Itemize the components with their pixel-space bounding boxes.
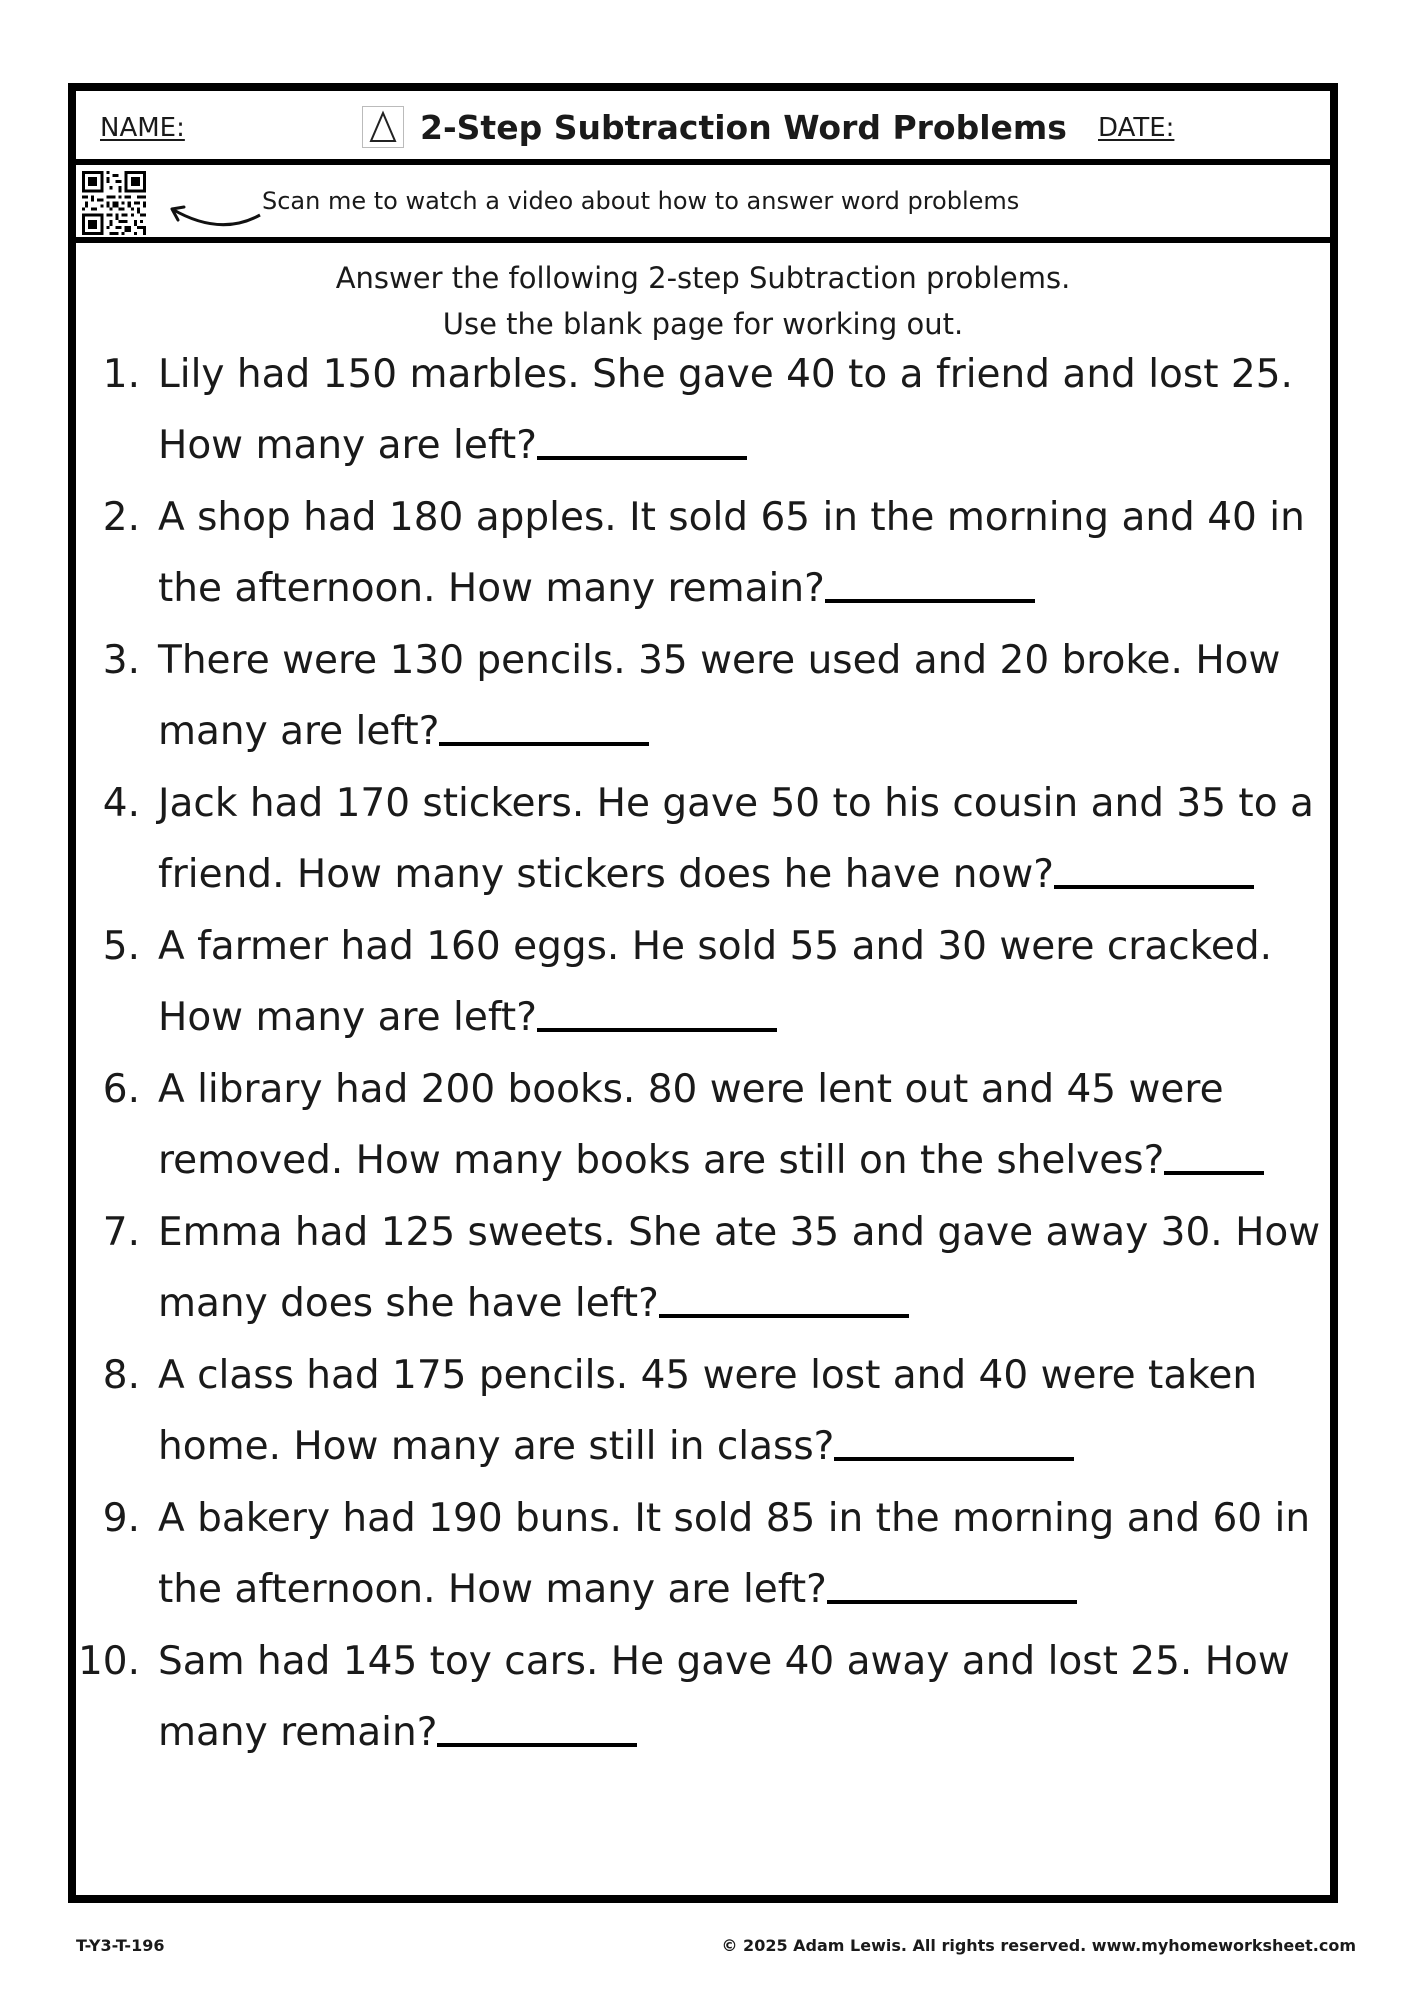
problem-number: 2. bbox=[102, 495, 140, 540]
answer-blank[interactable] bbox=[439, 742, 649, 746]
title-group bbox=[362, 99, 1067, 155]
problem-6 bbox=[76, 1054, 1330, 1197]
problem-text: Sam had 145 toy cars. He gave 40 away and lost 25. How many remain? bbox=[158, 1639, 1290, 1755]
problem-number: 7. bbox=[102, 1210, 140, 1255]
problem-2 bbox=[76, 482, 1330, 625]
problem-5 bbox=[76, 911, 1330, 1054]
problem-text: Emma had 125 sweets. She ate 35 and gave away 30. How many does she have left? bbox=[158, 1210, 1321, 1326]
answer-blank[interactable] bbox=[437, 1743, 637, 1747]
problem-number: 5. bbox=[102, 924, 140, 969]
problem-list bbox=[76, 339, 1330, 1769]
problem-text: There were 130 pencils. 35 were used and 20 broke. How many are left? bbox=[158, 638, 1281, 754]
answer-blank[interactable] bbox=[1054, 885, 1254, 889]
problem-7 bbox=[76, 1197, 1330, 1340]
problem-1 bbox=[76, 339, 1330, 482]
instructions-line-1: Answer the following 2-step Subtraction problems. bbox=[335, 261, 1071, 295]
header-row bbox=[76, 91, 1330, 165]
problem-8 bbox=[76, 1340, 1330, 1483]
copyright-notice: © 2025 Adam Lewis. All rights reserved. www.myhomeworksheet.com bbox=[721, 1936, 1356, 1955]
answer-blank[interactable] bbox=[659, 1314, 909, 1318]
problem-number: 6. bbox=[102, 1067, 140, 1112]
worksheet-code: T-Y3-T-196 bbox=[76, 1936, 165, 1955]
answer-blank[interactable] bbox=[834, 1457, 1074, 1461]
triangle-logo-icon bbox=[362, 106, 404, 148]
qr-caption: Scan me to watch a video about how to answer word problems bbox=[262, 187, 1020, 215]
problem-number: 3. bbox=[102, 638, 140, 683]
answer-blank[interactable] bbox=[537, 1028, 777, 1032]
problem-3 bbox=[76, 625, 1330, 768]
answer-blank[interactable] bbox=[825, 599, 1035, 603]
problem-text: A bakery had 190 buns. It sold 85 in the morning and 60 in the afternoon. How many are left? bbox=[158, 1496, 1311, 1612]
problem-text: A shop had 180 apples. It sold 65 in the morning and 40 in the afternoon. How many remain? bbox=[158, 495, 1305, 611]
problem-number: 4. bbox=[102, 781, 140, 826]
problem-number: 9. bbox=[102, 1496, 140, 1541]
problem-text: Jack had 170 stickers. He gave 50 to his cousin and 35 to a friend. How many stickers does he have now? bbox=[158, 781, 1314, 897]
qr-code-icon[interactable] bbox=[82, 171, 146, 235]
answer-blank[interactable] bbox=[827, 1600, 1077, 1604]
worksheet-frame bbox=[68, 83, 1338, 1903]
instructions-line-2: Use the blank page for working out. bbox=[442, 307, 964, 341]
problem-text: A farmer had 160 eggs. He sold 55 and 30 were cracked. How many are left? bbox=[158, 924, 1273, 1040]
problem-4 bbox=[76, 768, 1330, 911]
problem-10 bbox=[76, 1626, 1330, 1769]
problem-text: A library had 200 books. 80 were lent out and 45 were removed. How many books are still on the shelves? bbox=[158, 1067, 1224, 1183]
instructions bbox=[76, 255, 1330, 347]
answer-blank[interactable] bbox=[1164, 1171, 1264, 1175]
curved-arrow-icon bbox=[160, 193, 270, 239]
answer-blank[interactable] bbox=[537, 456, 747, 460]
problem-text: A class had 175 pencils. 45 were lost and 40 were taken home. How many are still in class? bbox=[158, 1353, 1258, 1469]
date-label: DATE: bbox=[1098, 113, 1175, 143]
page-title: 2-Step Subtraction Word Problems bbox=[420, 107, 1067, 147]
problem-number: 1. bbox=[102, 352, 140, 397]
name-label: NAME: bbox=[100, 113, 185, 143]
problem-9 bbox=[76, 1483, 1330, 1626]
problem-number: 10. bbox=[77, 1639, 140, 1684]
problem-number: 8. bbox=[102, 1353, 140, 1398]
problem-text: Lily had 150 marbles. She gave 40 to a friend and lost 25. How many are left? bbox=[158, 352, 1293, 468]
qr-row bbox=[76, 165, 1330, 243]
